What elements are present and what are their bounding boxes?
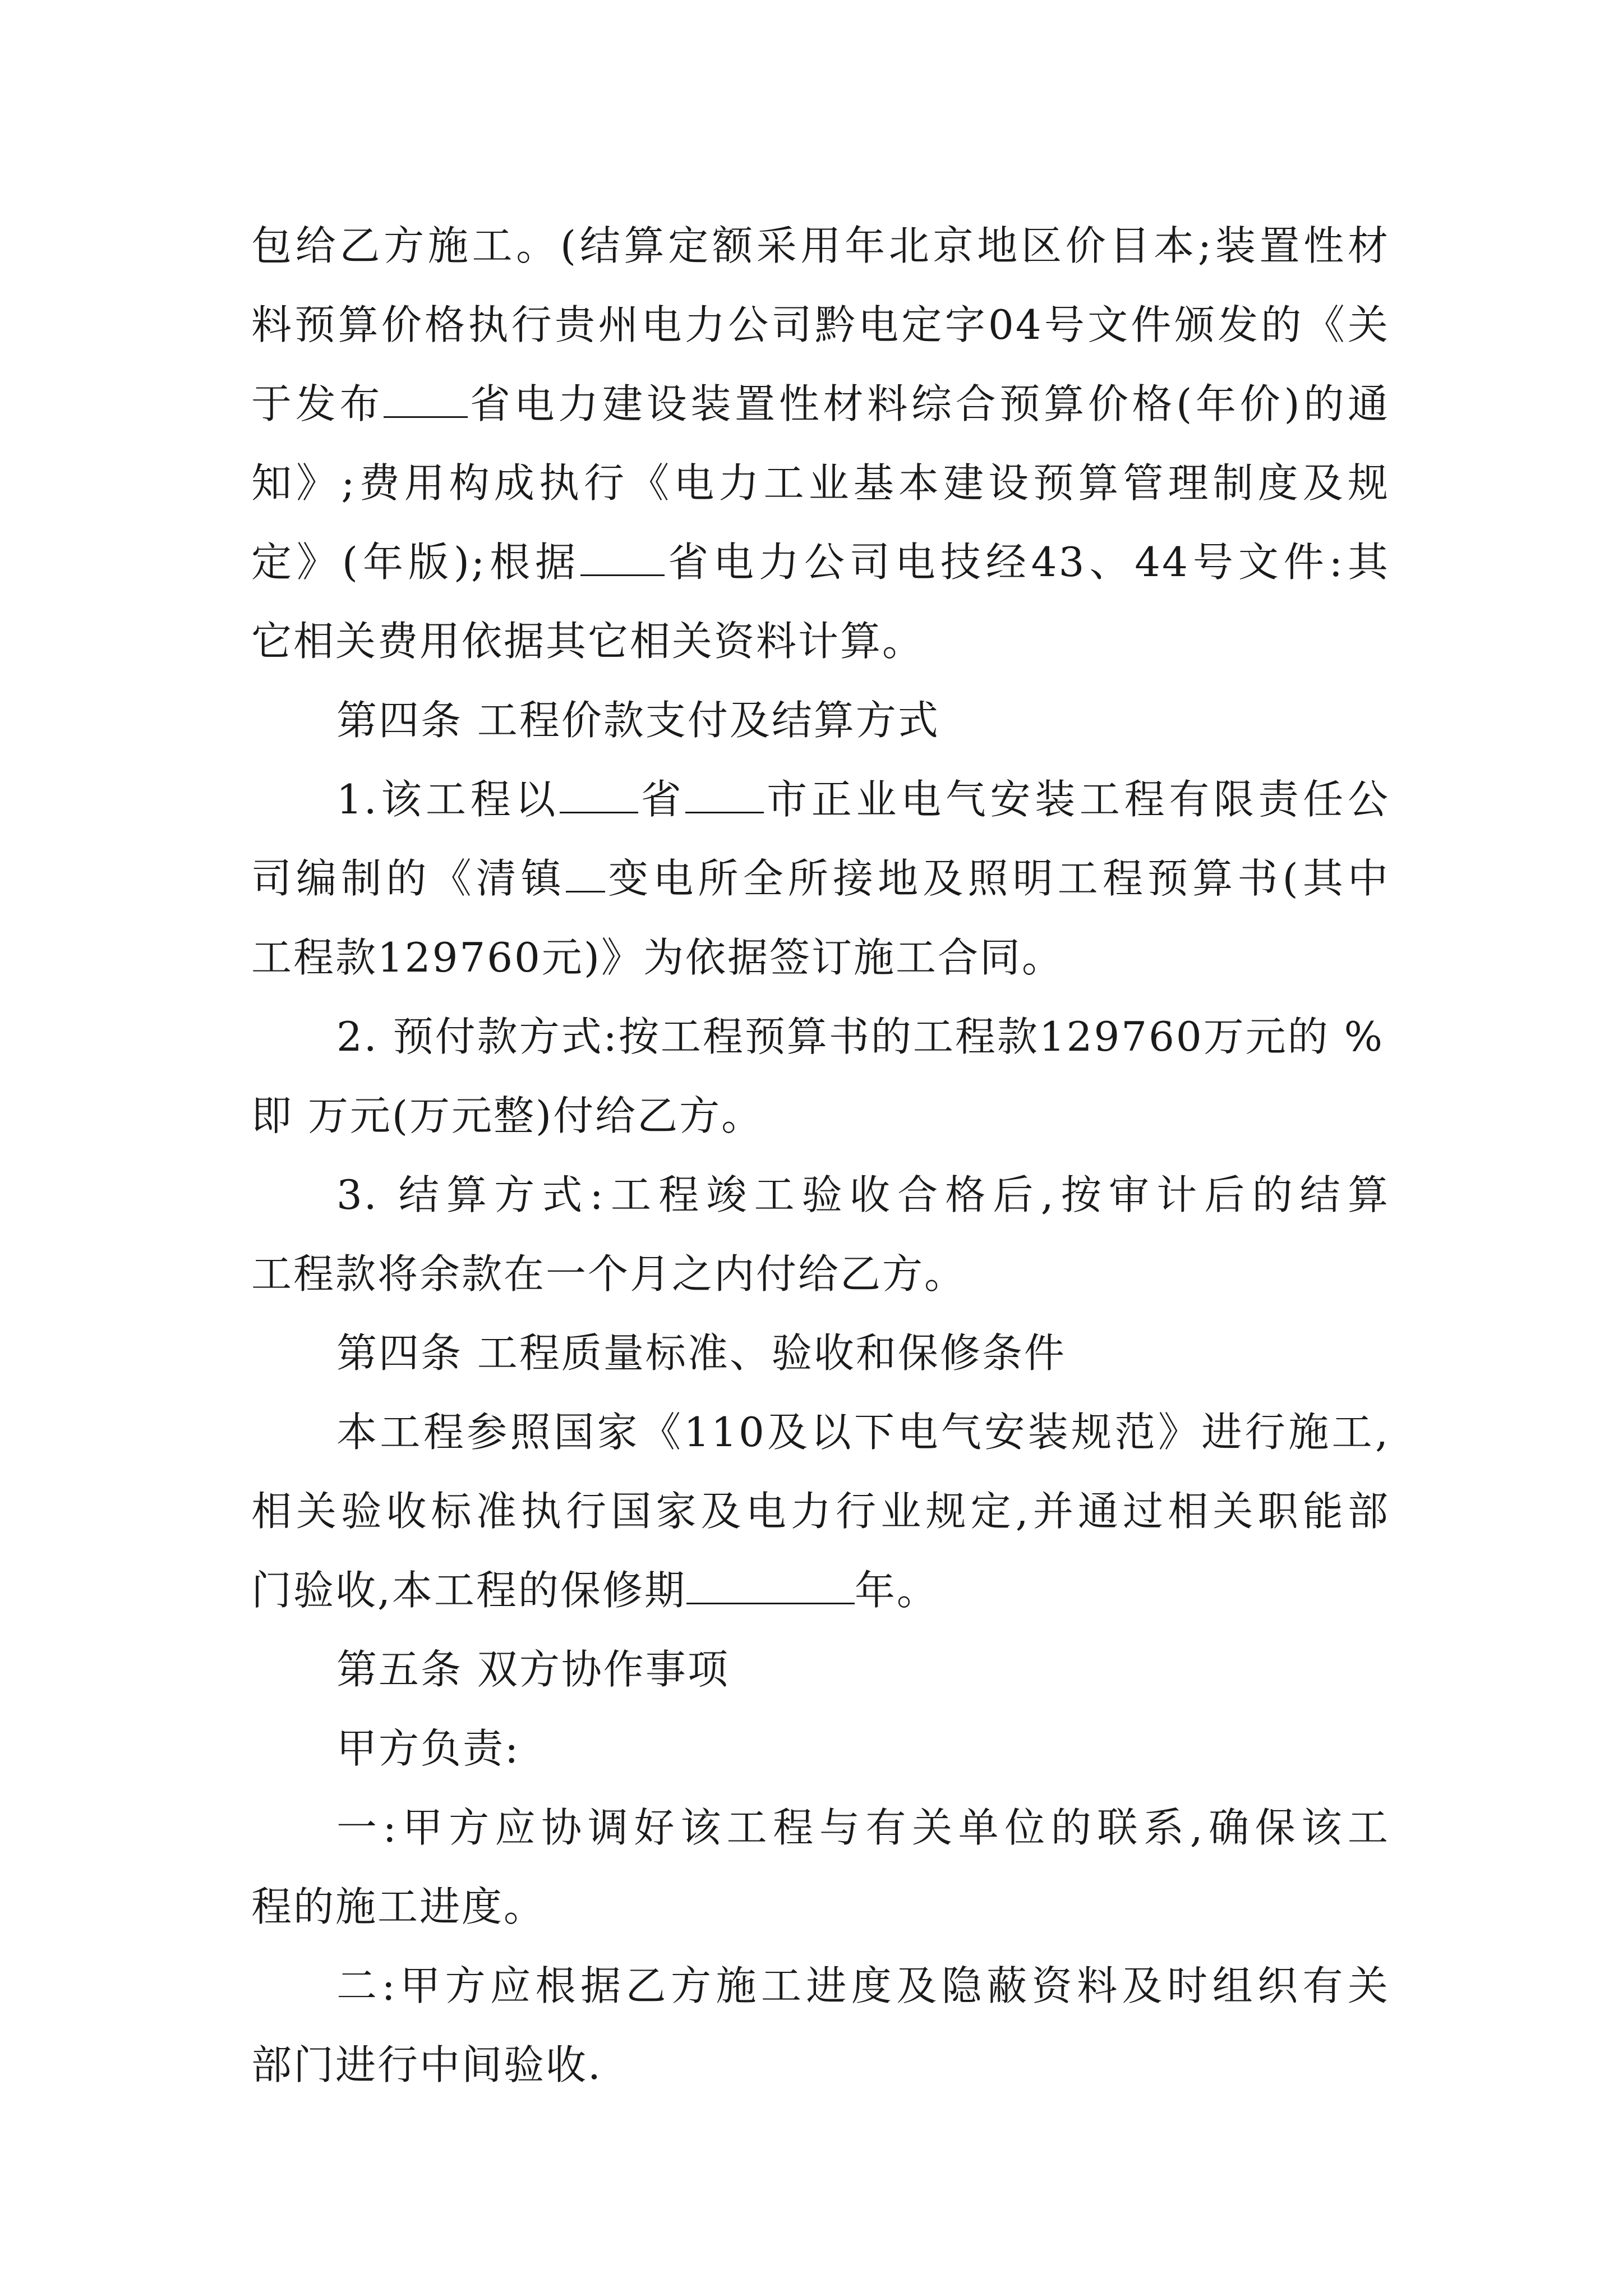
section-heading: 第五条 双方协作事项: [336, 1646, 730, 1693]
line-text: 变电所全所接地及照明工程预算书(其中: [605, 855, 1390, 902]
paragraph-line: 本工程参照国家《110及以下电气安装规范》进行施工,: [336, 1409, 1390, 1456]
paragraph-line: 程的施工进度。: [251, 1883, 546, 1930]
paragraph-line: 工程款129760元)》为依据签订施工合同。: [251, 934, 1064, 981]
paragraph-line: 它相关费用依据其它相关资料计算。: [251, 618, 925, 665]
paragraph-line: 3. 结算方式:工程竣工验收合格后,按审计后的结算: [336, 1171, 1390, 1218]
paragraph-line: [251, 523, 1390, 602]
paragraph-line: 知》;费用构成执行《电力工业基本建设预算管理制度及规: [251, 459, 1390, 507]
fill-in-blank: [686, 1568, 855, 1604]
line-text: 1.该工程以: [336, 776, 560, 823]
section-heading: 第四条 工程价款支付及结算方式: [336, 697, 940, 744]
paragraph-line: [251, 1551, 1390, 1630]
paragraph-line: 相关验收标准执行国家及电力行业规定,并通过相关职能部: [251, 1488, 1390, 1535]
line-text: 年。: [854, 1567, 939, 1614]
fill-in-blank: [580, 540, 665, 576]
paragraph-line: 部门进行中间验收.: [251, 2041, 602, 2088]
line-text: 门验收,本工程的保修期: [251, 1567, 686, 1614]
fill-in-blank: [685, 777, 764, 813]
line-text: 司编制的《清镇: [251, 855, 566, 902]
paragraph-line: [251, 365, 1390, 444]
line-text: 市正业电气安装工程有限责任公: [764, 776, 1390, 823]
line-text: 省电力建设装置性材料综合预算价格(年价)的通: [468, 380, 1390, 427]
line-text: 省电力公司电技经43、44号文件:其: [665, 539, 1390, 586]
line-text: 省: [638, 776, 686, 823]
section-heading: 第四条 工程质量标准、验收和保修条件: [336, 1329, 1066, 1377]
paragraph-line: 包给乙方施工。(结算定额采用年北京地区价目本;装置性材: [251, 222, 1390, 269]
fill-in-blank: [566, 856, 605, 892]
paragraph-line: [251, 760, 1390, 839]
line-text: 于发布: [251, 380, 384, 427]
paragraph-line: 甲方负责:: [336, 1725, 520, 1772]
paragraph-line: 即 万元(万元整)付给乙方。: [251, 1092, 764, 1139]
contract-text-body: [251, 206, 1390, 2105]
fill-in-blank: [560, 777, 638, 813]
paragraph-line: 二:甲方应根据乙方施工进度及隐蔽资料及时组织有关: [336, 1962, 1390, 2009]
fill-in-blank: [384, 381, 468, 418]
paragraph-line: 料预算价格执行贵州电力公司黔电定字04号文件颁发的《关: [251, 301, 1390, 348]
paragraph-line: [251, 839, 1390, 918]
paragraph-line: 一:甲方应协调好该工程与有关单位的联系,确保该工: [336, 1804, 1390, 1851]
line-text: 定》(年版);根据: [251, 539, 581, 586]
paragraph-line: 2. 预付款方式:按工程预算书的工程款129760万元的 %: [336, 1013, 1384, 1060]
paragraph-line: 工程款将余款在一个月之内付给乙方。: [251, 1250, 967, 1297]
